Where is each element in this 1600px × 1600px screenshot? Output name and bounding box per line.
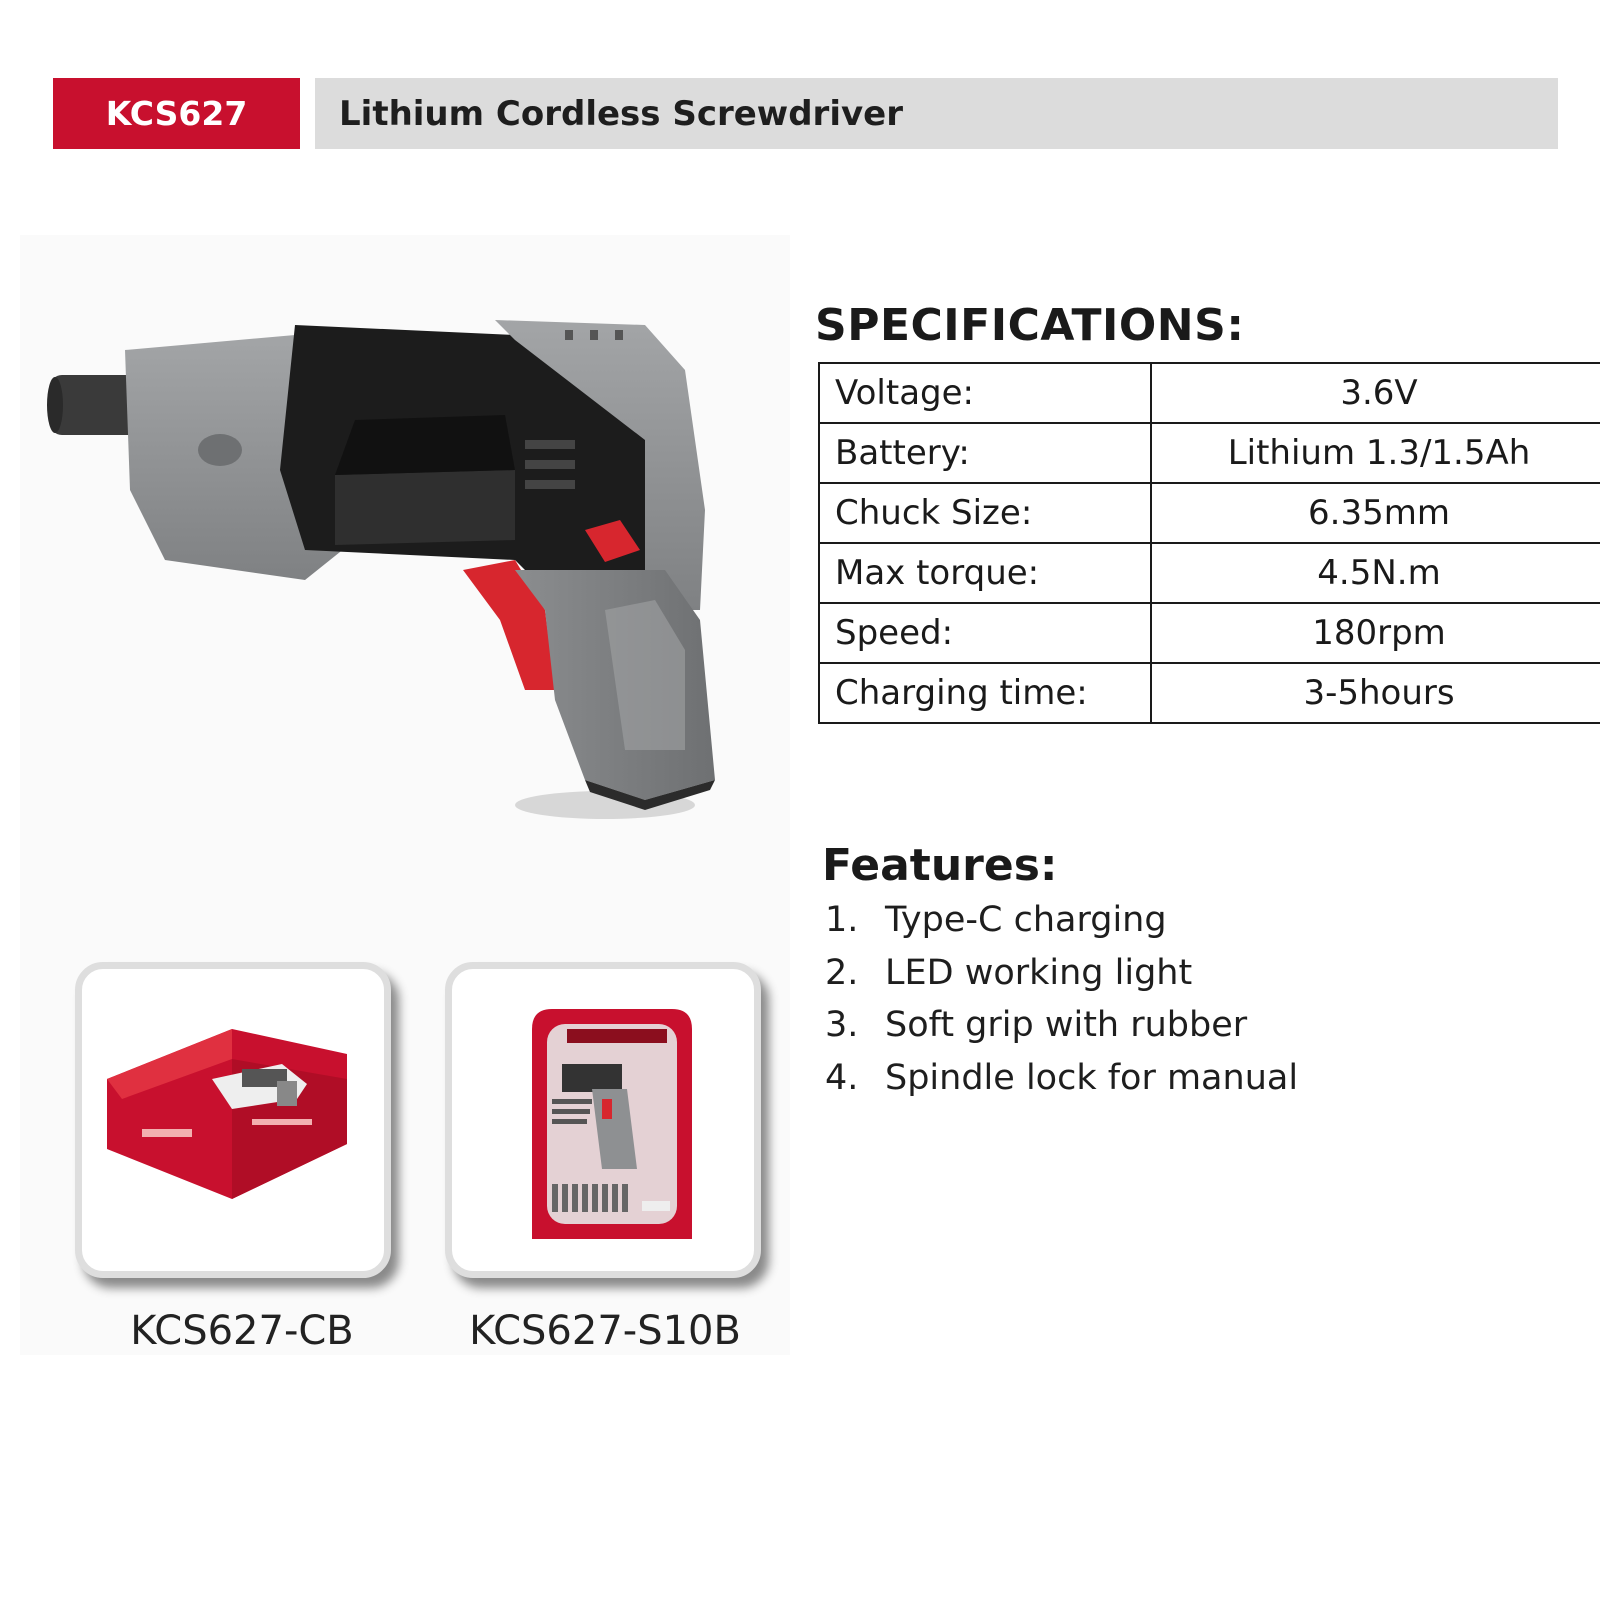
- packaging-thumbnail-cb[interactable]: [75, 962, 391, 1278]
- spec-label: Voltage:: [819, 363, 1151, 423]
- features-heading: Features:: [822, 840, 1058, 891]
- list-item: [825, 953, 1298, 1006]
- table-row: [819, 663, 1600, 723]
- packaging-label-s10b: KCS627-S10B: [469, 1308, 741, 1354]
- spec-value: 6.35mm: [1151, 483, 1600, 543]
- spec-value: Lithium 1.3/1.5Ah: [1151, 423, 1600, 483]
- table-row: [819, 423, 1600, 483]
- blister-pack-image: [452, 969, 754, 1271]
- table-row: [819, 363, 1600, 423]
- feature-text: Type-C charging: [885, 900, 1167, 940]
- list-number: 3.: [825, 1005, 859, 1045]
- list-item: [825, 1058, 1298, 1111]
- list-number: 2.: [825, 952, 859, 993]
- model-badge: [53, 78, 300, 149]
- feature-text: LED working light: [885, 952, 1193, 993]
- feature-text: Spindle lock for manual: [885, 1057, 1299, 1098]
- model-number: KCS627: [105, 94, 248, 133]
- packaging-thumbnail-s10b[interactable]: [445, 962, 761, 1278]
- list-number: 4.: [825, 1057, 859, 1098]
- feature-text: Soft grip with rubber: [885, 1005, 1248, 1045]
- table-row: [819, 543, 1600, 603]
- list-number: 1.: [825, 900, 859, 940]
- spec-label: Chuck Size:: [819, 483, 1151, 543]
- specifications-heading: SPECIFICATIONS:: [815, 300, 1245, 351]
- spec-label: Max torque:: [819, 543, 1151, 603]
- spec-value: 4.5N.m: [1151, 543, 1600, 603]
- page-title: Lithium Cordless Screwdriver: [339, 93, 903, 134]
- list-item: [825, 900, 1298, 953]
- spec-value: 180rpm: [1151, 603, 1600, 663]
- spec-value: 3.6V: [1151, 363, 1600, 423]
- table-row: [819, 483, 1600, 543]
- packaging-label-cb: KCS627-CB: [130, 1308, 354, 1354]
- list-item: [825, 1005, 1298, 1058]
- spec-value: 3-5hours: [1151, 663, 1600, 723]
- title-bar: [315, 78, 1558, 149]
- features-list: [825, 900, 1298, 1110]
- table-row: [819, 603, 1600, 663]
- spec-label: Charging time:: [819, 663, 1151, 723]
- screwdriver-product-image: [45, 310, 735, 830]
- color-box-image: [82, 969, 384, 1271]
- specifications-table: [818, 362, 1600, 724]
- spec-label: Battery:: [819, 423, 1151, 483]
- spec-label: Speed:: [819, 603, 1151, 663]
